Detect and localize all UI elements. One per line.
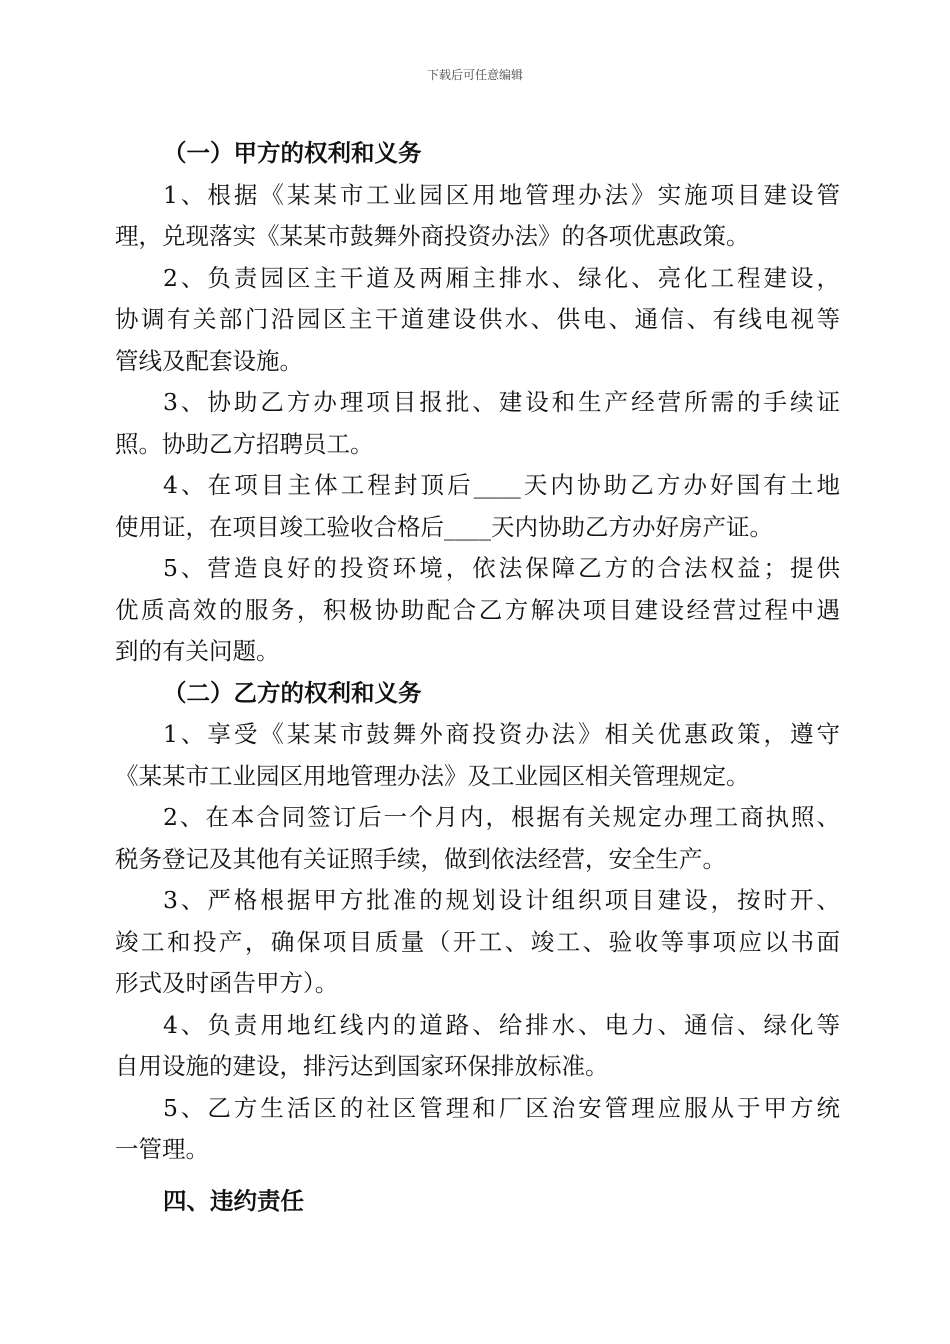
paragraph-line: 1、享受《某某市鼓舞外商投资办法》相关优惠政策，遵守: [163, 720, 840, 748]
paragraph-line: 形式及时函告甲方）。: [115, 969, 339, 997]
paragraph-line: 竣工和投产，确保项目质量（开工、竣工、验收等事项应以书面: [115, 927, 840, 956]
paragraph-line: 照。协助乙方招聘员工。: [115, 429, 374, 458]
paragraph-line: 一管理。: [115, 1135, 209, 1163]
paragraph-line: 2、负责园区主干道及两厢主排水、绿化、亮化工程建设，: [163, 263, 840, 292]
paragraph-line: 到的有关问题。: [115, 637, 280, 665]
header-note: 下载后可任意编辑: [426, 68, 523, 82]
paragraph-line: 5、营造良好的投资环境，依法保障乙方的合法权益；提供: [163, 554, 840, 582]
section-heading: （二）乙方的权利和义务: [163, 678, 422, 707]
paragraph-line: 优质高效的服务，积极协助配合乙方解决项目建设经营过程中遇: [115, 595, 840, 624]
paragraph-line: 《某某市工业园区用地管理办法》及工业园区相关管理规定。: [115, 761, 750, 790]
paragraph-line: 2、在本合同签订后一个月内，根据有关规定办理工商执照、: [163, 803, 840, 831]
paragraph-line: 协调有关部门沿园区主干道建设供水、供电、通信、有线电视等: [115, 305, 840, 333]
section-heading: （一）甲方的权利和义务: [163, 139, 422, 167]
paragraph-line: 4、负责用地红线内的道路、给排水、电力、通信、绿化等: [163, 1010, 840, 1039]
paragraph-line: 3、协助乙方办理项目报批、建设和生产经营所需的手续证: [163, 388, 840, 416]
paragraph-line: 3、严格根据甲方批准的规划设计组织项目建设，按时开、: [163, 886, 840, 914]
paragraph-line: 税务登记及其他有关证照手续，做到依法经营，安全生产。: [115, 844, 726, 873]
paragraph-line: 1、根据《某某市工业园区用地管理办法》实施项目建设管: [163, 180, 840, 209]
paragraph-line: 使用证，在项目竣工验收合格后____天内协助乙方办好房产证。: [115, 512, 773, 541]
paragraph-line: 理，兑现落实《某某市鼓舞外商投资办法》的各项优惠政策。: [115, 222, 750, 250]
document-body: [115, 133, 840, 1222]
paragraph-line: 自用设施的建设，排污达到国家环保排放标准。: [115, 1052, 609, 1080]
chapter-heading: 四、违约责任: [163, 1186, 304, 1215]
paragraph-line: 5、乙方生活区的社区管理和厂区治安管理应服从于甲方统: [163, 1093, 840, 1122]
paragraph-line: 管线及配套设施。: [115, 346, 303, 375]
paragraph-line: 4、在项目主体工程封顶后____天内协助乙方办好国有土地: [163, 471, 840, 499]
